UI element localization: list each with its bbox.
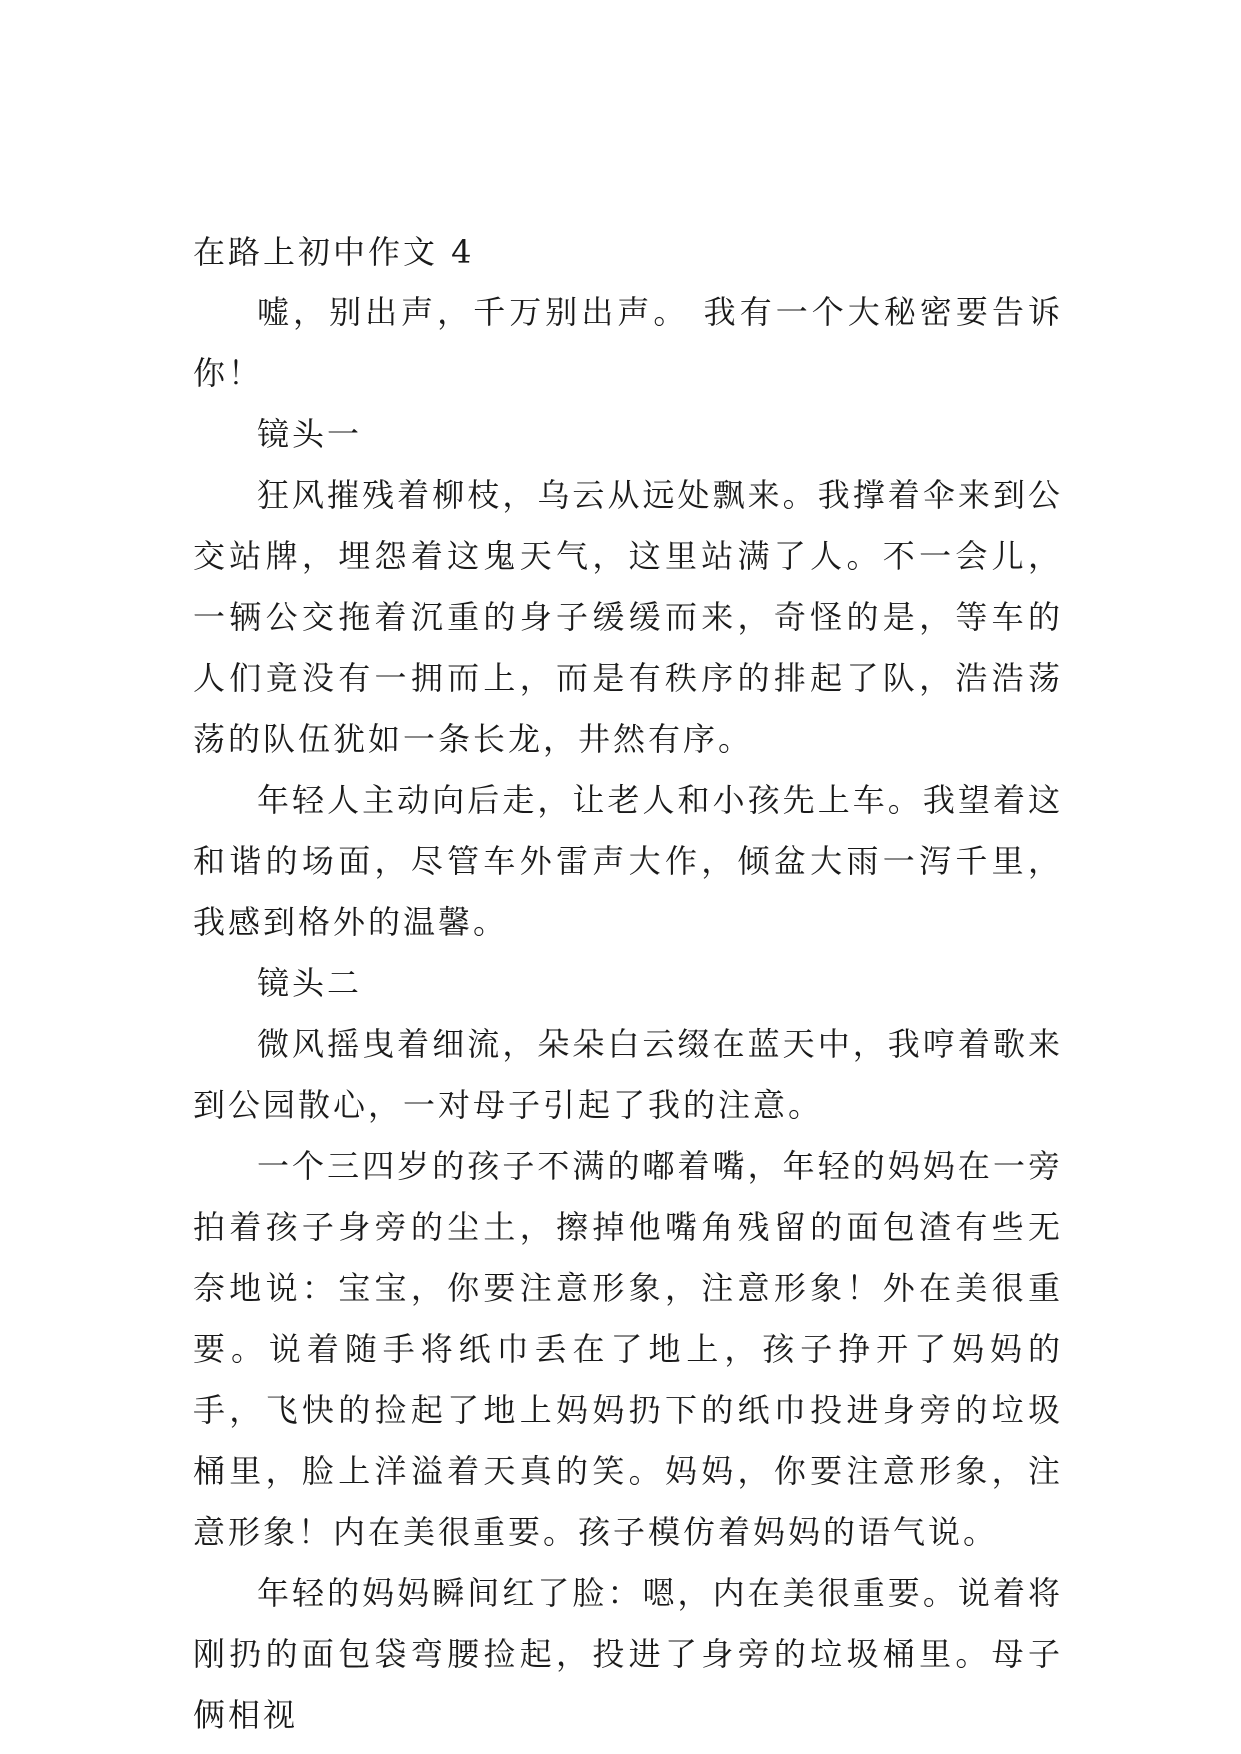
essay-body (193, 222, 1063, 1746)
paragraph-intro: 嘘，别出声，千万别出声。 我有一个大秘密要告诉你！ (193, 293, 1063, 392)
section-heading-shot-two: 镜头二 (257, 964, 363, 1002)
section-heading-shot-one: 镜头一 (257, 415, 363, 453)
paragraph-mother-blush: 年轻的妈妈瞬间红了脸：嗯，内在美很重要。说着将刚扔的面包袋弯腰捡起，投进了身旁的垃圾桶里。母子俩相视 (193, 1574, 1063, 1734)
paragraph-bus-stop: 狂风摧残着柳枝，乌云从远处飘来。我撑着伞来到公交站牌，埋怨着这鬼天气，这里站满了人。不一会儿，一辆公交拖着沉重的身子缓缓而来，奇怪的是，等车的人们竟没有一拥而上，而是有秩序的排起了队，浩浩荡荡的队伍犹如一条长龙，井然有序。 (193, 476, 1063, 758)
paragraph-park: 微风摇曳着细流，朵朵白云缀在蓝天中，我哼着歌来到公园散心，一对母子引起了我的注意。 (193, 1025, 1063, 1124)
paragraph-mother-child: 一个三四岁的孩子不满的嘟着嘴，年轻的妈妈在一旁拍着孩子身旁的尘土，擦掉他嘴角残留的面包渣有些无奈地说：宝宝，你要注意形象，注意形象！外在美很重要。说着随手将纸巾丢在了地上，孩子挣开了妈妈的手，飞快的捡起了地上妈妈扔下的纸巾投进身旁的垃圾桶里，脸上洋溢着天真的笑。妈妈，你要注意形象，注意形象！内在美很重要。孩子模仿着妈妈的语气说。 (193, 1147, 1063, 1551)
paragraph-young-people: 年轻人主动向后走，让老人和小孩先上车。我望着这和谐的场面，尽管车外雷声大作，倾盆大雨一泻千里，我感到格外的温馨。 (193, 781, 1063, 941)
essay-title: 在路上初中作文 4 (193, 233, 475, 271)
